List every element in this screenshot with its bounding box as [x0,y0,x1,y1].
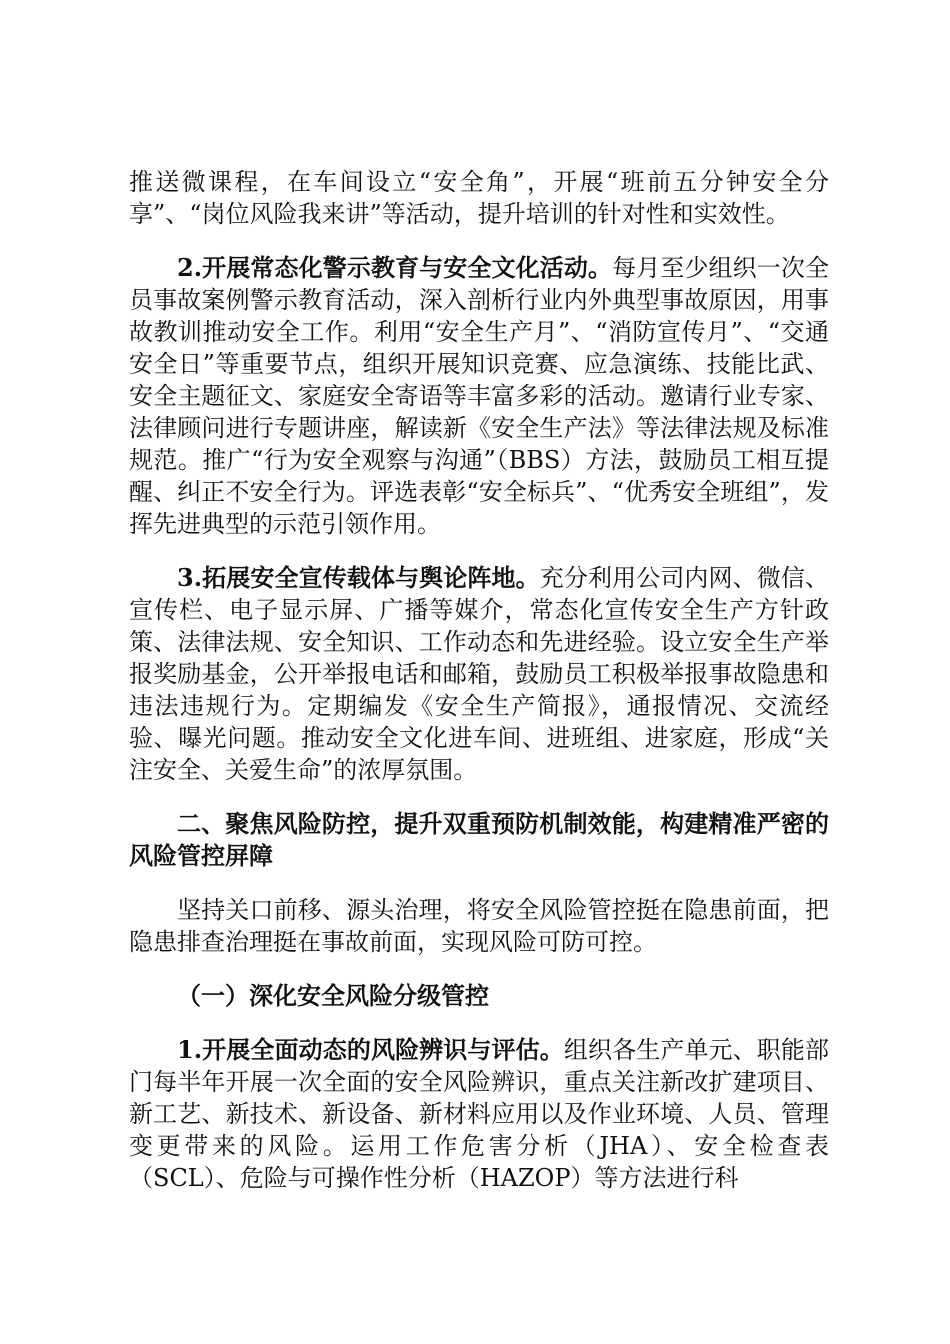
paragraph-lead-heading: 2.开展常态化警示教育与安全文化活动。 [177,253,613,282]
paragraph-text: 推送微课程，在车间设立“安全角”，开展“班前五分钟安全分享”、“岗位风险我来讲”等活动，提升培训的针对性和实效性。 [129,168,829,228]
paragraph-risk-identification [129,1034,829,1194]
paragraph-lead-heading: 1.开展全面动态的风险辨识与评估。 [177,1035,564,1064]
paragraph-risk-intro [129,894,829,958]
document-body [129,166,829,1216]
paragraph-text: 坚持关口前移、源头治理，将安全风险管控挺在隐患前面，把隐患排查治理挺在事故前面，实现风险可防可控。 [129,896,829,956]
paragraph-publicity-channels [129,562,829,786]
paragraph-training-continuation [129,166,829,230]
section-heading-risk-control: 二、聚焦风险防控，提升双重预防机制效能，构建精准严密的风险管控屏障 [129,809,829,870]
paragraph-lead-heading: 3.拓展安全宣传载体与舆论阵地。 [177,563,540,592]
paragraph-text: 充分利用公司内网、微信、宣传栏、电子显示屏、广播等媒介，常态化宣传安全生产方针政策、法律法规、安全知识、工作动态和先进经验。设立安全生产举报奖励基金，公开举报电话和邮箱，鼓励员工积极举报事故隐患和违法违规行为。定期编发《安全生产简报》，通报情况、交流经验、曝光问题。推动安全文化进车间、进班组、进家庭，形成“关注安全、关爱生命”的浓厚氛围。 [129,564,829,784]
paragraph-text: 组织各生产单元、职能部门每半年开展一次全面的安全风险辨识，重点关注新改扩建项目、新工艺、新技术、新设备、新材料应用以及作业环境、人员、管理变更带来的风险。运用工作危害分析（JHA）、安全检查表（SCL）、危险与可操作性分析（HAZOP）等方法进行科 [129,1036,830,1192]
paragraph-text: 每月至少组织一次全员事故案例警示教育活动，深入剖析行业内外典型事故原因，用事故教训推动安全工作。利用“安全生产月”、“消防宣传月”、“交通安全日”等重要节点，组织开展知识竞赛、应急演练、技能比武、安全主题征文、家庭安全寄语等丰富多彩的活动。邀请行业专家、法律顾问进行专题讲座，解读新《安全生产法》等法律法规及标准规范。推广“行为安全观察与沟通”（BBS）方法，鼓励员工相互提醒、纠正不安全行为。评选表彰“安全标兵”、“优秀安全班组”，发挥先进典型的示范引领作用。 [129,254,829,538]
paragraph-warning-education [129,252,829,540]
subsection-heading-risk-grading: （一）深化安全风险分级管控 [177,981,489,1010]
